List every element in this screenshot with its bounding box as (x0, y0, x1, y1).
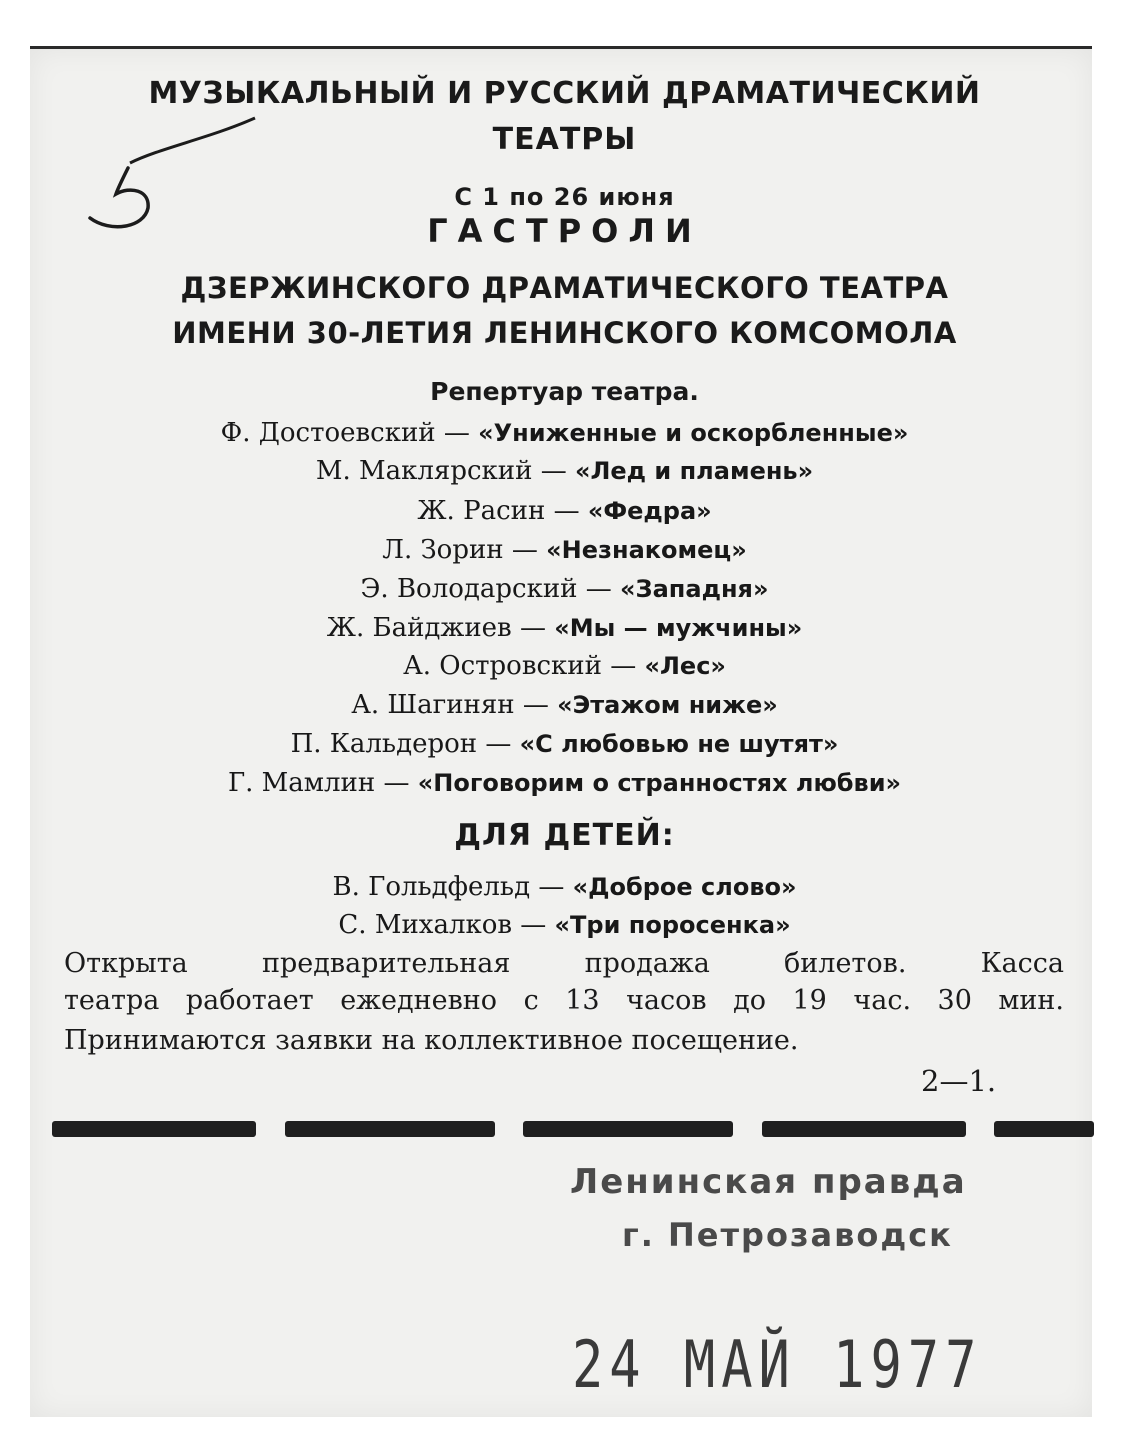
newspaper-stamp-city: г. Петрозаводск (622, 1216, 953, 1254)
repertoire-item: Г. Мамлин — «Поговорим о странностях любви» (227, 768, 902, 798)
repertoire-item: Э. Володарский — «Западня» (360, 574, 769, 604)
children-item: С. Михалков — «Три поросенка» (338, 910, 791, 940)
header-line-1: МУЗЫКАЛЬНЫЙ И РУССКИЙ ДРАМАТИЧЕСКИЙ (148, 76, 981, 111)
date-stamp: 24 МАЙ 1977 (572, 1328, 983, 1403)
divider-segment (994, 1121, 1094, 1137)
children-section-title: ДЛЯ ДЕТЕЙ: (454, 818, 675, 853)
header-line-2: ТЕАТРЫ (492, 122, 637, 157)
notice-line-1: Открыта предварительная продажа билетов. Касса (64, 948, 1064, 979)
tour-title: ГАСТРОЛИ (427, 212, 702, 250)
children-item: В. Гольдфельд — «Доброе слово» (332, 872, 797, 902)
divider-segment (285, 1121, 495, 1137)
repertoire-item: П. Кальдерон — «С любовью не шутят» (290, 729, 839, 759)
repertoire-item: М. Маклярский — «Лед и пламень» (315, 456, 814, 486)
repertoire-title: Репертуар театра. (430, 377, 699, 406)
repertoire-item: А. Шагинян — «Этажом ниже» (351, 690, 778, 720)
repertoire-item: Ж. Расин — «Федра» (417, 496, 712, 526)
divider-segment (523, 1121, 733, 1137)
dashed-divider (52, 1121, 1094, 1139)
theatre-name-line-2: ИМЕНИ 30-ЛЕТИЯ ЛЕНИНСКОГО КОМСОМОЛА (172, 316, 957, 350)
divider-segment (762, 1121, 966, 1137)
divider-segment (52, 1121, 256, 1137)
notice-line-3: Принимаются заявки на коллективное посещение. (64, 1025, 799, 1056)
repertoire-item: А. Островский — «Лес» (403, 651, 726, 681)
tour-dates: С 1 по 26 июня (454, 183, 675, 211)
theatre-name-line-1: ДЗЕРЖИНСКОГО ДРАМАТИЧЕСКОГО ТЕАТРА (180, 271, 949, 305)
repertoire-item: Ж. Байджиев — «Мы — мужчины» (326, 613, 803, 643)
repertoire-item: Л. Зорин — «Незнакомец» (382, 535, 747, 565)
issue-number: 2—1. (921, 1064, 997, 1098)
repertoire-item: Ф. Достоевский — «Униженные и оскорбленные» (220, 418, 909, 448)
newspaper-stamp-title: Ленинская правда (570, 1162, 967, 1202)
notice-line-2: театра работает ежедневно с 13 часов до 19 час. 30 мин. (64, 985, 1064, 1016)
